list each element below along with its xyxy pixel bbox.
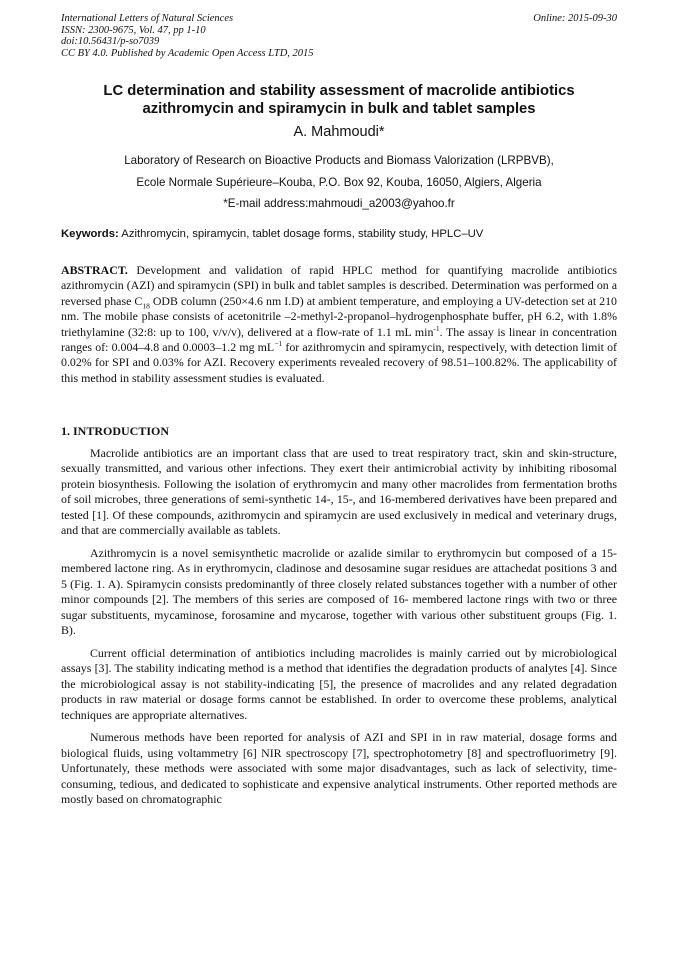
section-heading-introduction: 1. INTRODUCTION	[61, 424, 170, 438]
title-line-2: azithromycin and spiramycin in bulk and tablet samples	[142, 101, 536, 117]
keywords-label: Keywords:	[61, 228, 119, 240]
affiliation	[61, 150, 617, 215]
journal-name: International Letters of Natural Sciences	[61, 13, 234, 24]
keywords-text: Azithromycin, spiramycin, tablet dosage forms, stability study, HPLC–UV	[118, 228, 484, 240]
abstract-superscript-1: -1	[433, 323, 440, 333]
introduction-body	[61, 446, 617, 815]
paragraph: Azithromycin is a novel semisynthetic macrolide or azalide similar to erythromycin but composed of a 15-membered lactone ring. As in erythromycin, cladinose and desosamine sugar residues are attachedat positions 3 and 5 (Fig. 1. A). Spiramycin consists predominantly of three closely related substances together with a number of other minor compounds [2]. The members of this series are composed of 16- membered lactone rings with two or three sugar substituents, mycaminose, forosamine and mycarose, together with various other substituent groups (Fig. 1. B).	[61, 545, 617, 637]
journal-header	[61, 13, 617, 59]
abstract	[61, 263, 617, 386]
abstract-text-4: for azithromycin and spiramycin, respectively, with detection limit of 0.02% for SPI and 0.03% for AZI. Recovery experiments revealed recovery of 98.51–100.82%. The applicability of this method in stability assessment studies is evaluated.	[61, 340, 617, 385]
author: A. Mahmoudi*	[293, 124, 385, 140]
paragraph: Numerous methods have been reported for analysis of AZI and SPI in in raw material, dosage forms and biological fluids, using voltammetry [6] NIR spectroscopy [7], spectrophotometry [8] and spectrofluorimetry [9]. Unfortunately, these methods were associated with some major disadvantages, such as lack of selectivity, time-consuming, tedious, and dedicated to sophisticate and expensive analytical instruments. Other reported methods are mostly based on chromatographic	[61, 730, 617, 807]
abstract-label: ABSTRACT.	[61, 263, 128, 277]
paragraph: Current official determination of antibiotics including macrolides is mainly carried out by microbiological assays [3]. The stability indicating method is a method that identifies the degradation products of analytes [4]. Since the microbiological assay is not stability-indicating [5], the presence of macrolides and any related degradation products in raw material or dosage forms cannot be established. In order to overcome these problems, analytical techniques are appropriate alternatives.	[61, 645, 617, 722]
paragraph: Macrolide antibiotics are an important class that are used to treat respiratory tract, skin and skin-structure, sexually transmitted, and various other infections. They exert their antimicrobial activity by inhibiting ribosomal protein biosynthesis. Following the isolation of erythromycin and many other macrolides from fermentation broths of soil microbes, three generations of semi-synthetic 14-, 15-, and 16-membered derivatives have been prepared and tested [1]. Of these compounds, azithromycin and spiramycin are used exclusively in medical and veterinary drugs, and that are commercially available as tablets.	[61, 446, 617, 538]
abstract-text-3: . The assay is linear in concentration ranges of: 0.004–4.8 and 0.0003–1.2 mg mL	[61, 324, 617, 355]
abstract-subscript: 18	[142, 301, 150, 311]
affiliation-line-1: Laboratory of Research on Bioactive Products and Biomass Valorization (LRPBVB),	[124, 154, 554, 167]
keywords	[61, 227, 617, 241]
email-address: *E-mail address:mahmoudi_a2003@yahoo.fr	[223, 197, 455, 210]
abstract-text-2: ODB column (250×4.6 nm I.D) at ambient temperature, and employing a UV-detection set at 210 nm. The mobile phase consists of acetonitrile –2-methyl-2-propanol–hydrogenphosphate buffer, pH 6.2, with 1.8% triethylamine (32:8: up to 100, v/v/v), delivered at a flow-rate of 1.1 mL min	[61, 293, 617, 339]
journal-doi: doi:10.56431/p-so7039	[61, 36, 160, 48]
journal-license: CC BY 4.0. Published by Academic Open Access LTD, 2015	[61, 47, 314, 59]
abstract-superscript-2: −1	[274, 339, 283, 349]
affiliation-line-2: Ecole Normale Supérieure–Kouba, P.O. Box 92, Kouba, 16050, Algiers, Algeria	[136, 175, 542, 189]
online-date: Online: 2015-09-30	[533, 13, 617, 24]
paper-title	[61, 82, 617, 118]
title-line-1: LC determination and stability assessment of macrolide antibiotics	[103, 83, 575, 99]
journal-issn: ISSN: 2300-9675, Vol. 47, pp 1-10	[61, 24, 206, 36]
abstract-text-1: Development and validation of rapid HPLC method for quantifying macrolide antibiotics azithromycin (AZI) and spiramycin (SPI) in bulk and tablet samples is described. Determination was performed on a reversed phase C	[61, 263, 617, 308]
